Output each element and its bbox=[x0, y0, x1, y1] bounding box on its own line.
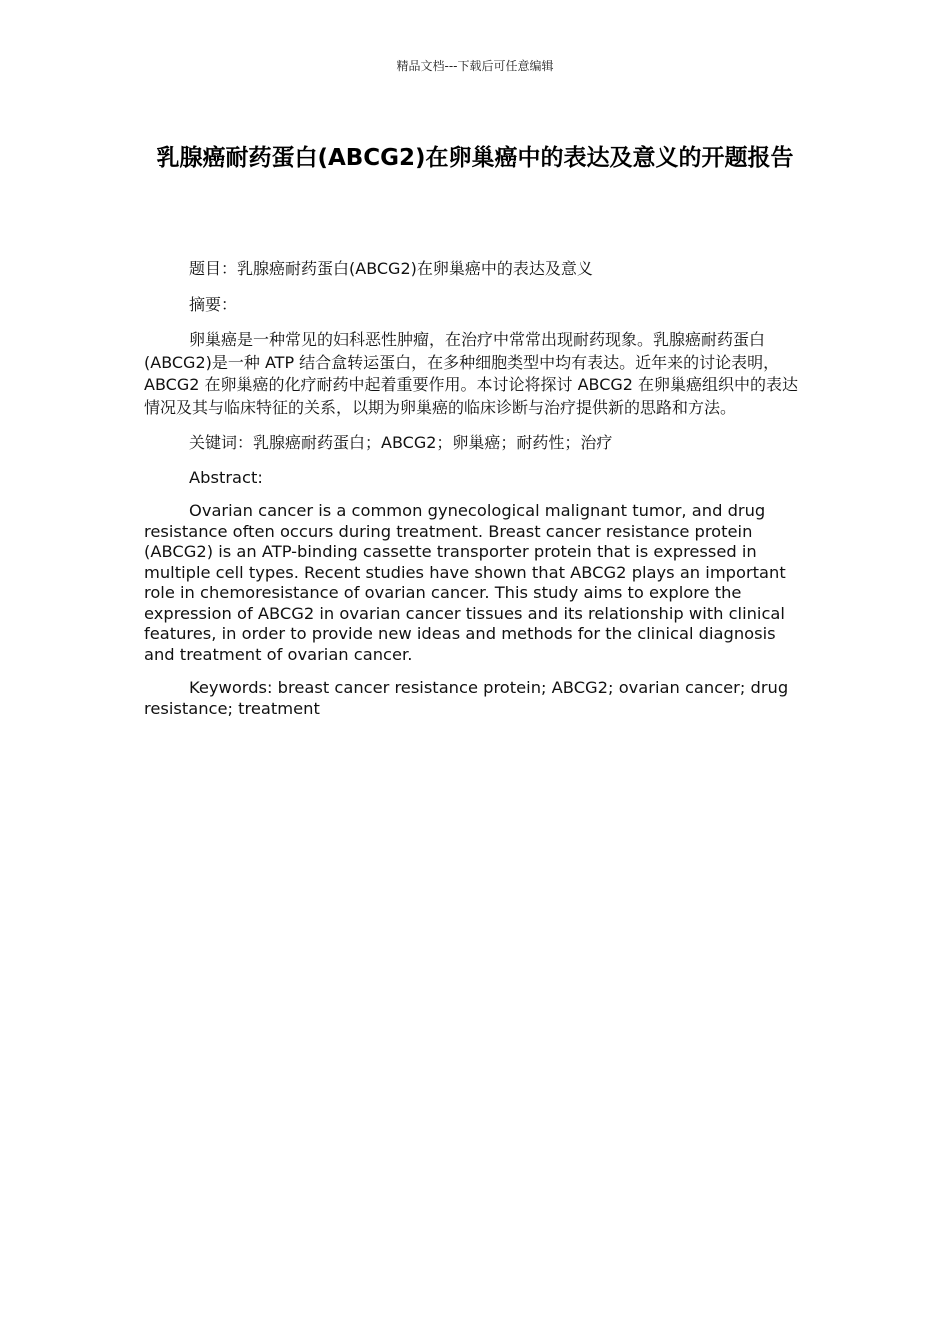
topic-line: 题目：乳腺癌耐药蛋白(ABCG2)在卵巢癌中的表达及意义 bbox=[189, 259, 593, 278]
document-body bbox=[144, 258, 806, 732]
page-header: 精品文档---下载后可任意编辑 bbox=[396, 59, 554, 73]
keywords-english: Keywords: breast cancer resistance protein; ABCG2; ovarian cancer; drug resistance; treatment bbox=[144, 678, 789, 718]
abstract-label: 摘要： bbox=[189, 294, 238, 314]
abstract-english-label: Abstract: bbox=[189, 467, 263, 487]
keywords-chinese: 关键词：乳腺癌耐药蛋白；ABCG2；卵巢癌；耐药性；治疗 bbox=[189, 433, 613, 452]
abstract-chinese: 卵巢癌是一种常见的妇科恶性肿瘤，在治疗中常常出现耐药现象。乳腺癌耐药蛋白(ABCG2)是一种 ATP 结合盒转运蛋白，在多种细胞类型中均有表达。近年来的讨论表明，ABCG2 在卵巢癌的化疗耐药中起着重要作用。本讨论将探讨 ABCG2 在卵巢癌组织中的表达情况及其与临床特征的关系，以期为卵巢癌的临床诊断与治疗提供新的思路和方法。 bbox=[144, 330, 799, 417]
abstract-english: Ovarian cancer is a common gynecological malignant tumor, and drug resistance often occurs during treatment. Breast cancer resistance protein (ABCG2) is an ATP-binding cassette transporter protein that is expressed in multiple cell types. Recent studies have shown that ABCG2 plays an important role in chemoresistance of ovarian cancer. This study aims to explore the expression of ABCG2 in ovarian cancer tissues and its relationship with clinical features, in order to provide new ideas and methods for the clinical diagnosis and treatment of ovarian cancer. bbox=[144, 501, 786, 664]
document-title: 乳腺癌耐药蛋白(ABCG2)在卵巢癌中的表达及意义的开题报告 bbox=[156, 145, 794, 171]
